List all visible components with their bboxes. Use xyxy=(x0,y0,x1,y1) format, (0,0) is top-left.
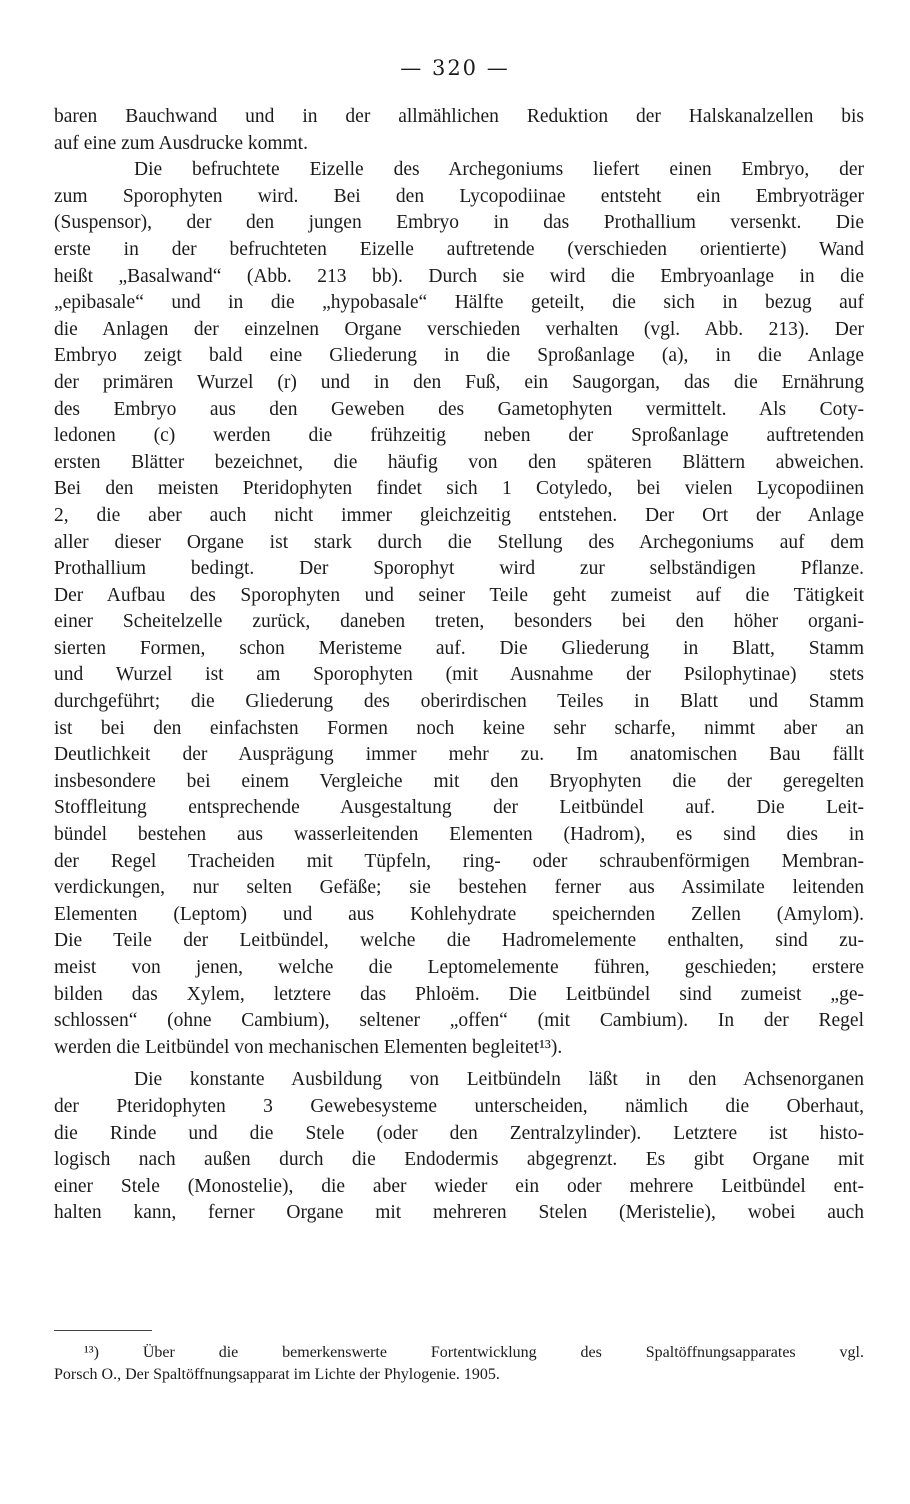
text-line: Prothallium bedingt. Der Sporophyt wird zur selbständigen Pflanze. xyxy=(54,558,864,580)
text-line: baren Bauchwand und in der allmählichen Reduktion der Halskanalzellen bis xyxy=(54,106,864,127)
text-line: halten kann, ferner Organe mit mehreren Stelen (Meristelie), wobei auch xyxy=(54,1202,864,1224)
text-line: Der Aufbau des Sporophyten und seiner Teile geht zumeist auf die Tätigkeit xyxy=(54,584,864,606)
text-line: einer Scheitelzelle zurück, daneben treten, besonders bei den höher organi- xyxy=(54,611,864,633)
text-line: und Wurzel ist am Sporophyten (mit Ausnahme der Psilophytinae) stets xyxy=(54,664,864,686)
footnote-line: Porsch O., Der Spaltöffnungsapparat im Lichte der Phylogenie. 1905. xyxy=(54,1366,500,1383)
text-line: bilden das Xylem, letztere das Phloëm. Die Leitbündel sind zumeist „ge- xyxy=(54,983,864,1005)
text-line: meist von jenen, welche die Leptomelemente führen, geschieden; erstere xyxy=(54,957,864,978)
text-line: verdickungen, nur selten Gefäße; sie bestehen ferner aus Assimilate leitenden xyxy=(54,877,864,899)
text-line: Deutlichkeit der Ausprägung immer mehr zu. Im anatomischen Bau fällt xyxy=(54,744,864,766)
text-line: Elementen (Leptom) und aus Kohlehydrate speichernden Zellen (Amylom). xyxy=(54,903,864,925)
text-line: durchgeführt; die Gliederung des oberirdischen Teiles in Blatt und Stamm xyxy=(54,691,864,713)
text-line: bündel bestehen aus wasserleitenden Elementen (Hadrom), es sind dies in xyxy=(54,824,864,846)
text-line: sierten Formen, schon Meristeme auf. Die Gliederung in Blatt, Stamm xyxy=(54,637,864,659)
text-line: heißt „Basalwand“ (Abb. 213 bb). Durch sie wird die Embryoanlage in die xyxy=(54,265,864,287)
text-line: der Pteridophyten 3 Gewebesysteme unterscheiden, nämlich die Oberhaut, xyxy=(54,1095,864,1117)
text-line: Bei den meisten Pteridophyten findet sich 1 Cotyledo, bei vielen Lycopodiinen xyxy=(54,478,864,500)
text-line: des Embryo aus den Geweben des Gametophyten vermittelt. Als Coty- xyxy=(54,398,864,420)
text-line: logisch nach außen durch die Endodermis abgegrenzt. Es gibt Organe mit xyxy=(54,1149,864,1171)
text-line: ledonen (c) werden die frühzeitig neben der Sproßanlage auftretenden xyxy=(54,425,864,447)
text-line: zum Sporophyten wird. Bei den Lycopodiinae entsteht ein Embryoträger xyxy=(54,185,864,207)
text-line: der Regel Tracheiden mit Tüpfeln, ring- oder schraubenförmigen Membran- xyxy=(54,850,864,872)
text-line: die Rinde und die Stele (oder den Zentralzylinder). Letztere ist histo- xyxy=(54,1122,864,1144)
text-line: Die konstante Ausbildung von Leitbündeln läßt in den Achsenorganen xyxy=(134,1069,864,1091)
text-line: der primären Wurzel (r) und in den Fuß, ein Saugorgan, das die Ernährung xyxy=(54,371,864,393)
text-line: Die Teile der Leitbündel, welche die Hadromelemente enthalten, sind zu- xyxy=(54,930,864,952)
footnote-line: ¹³) Über die bemerkenswerte Fortentwicklung des Spaltöffnungsapparates vgl. xyxy=(84,1344,864,1361)
text-line: ist bei den einfachsten Formen noch keine sehr scharfe, nimmt aber an xyxy=(54,717,864,739)
footnote xyxy=(54,1342,864,1386)
text-line: auf eine zum Ausdrucke kommt. xyxy=(54,132,308,154)
text-line: (Suspensor), der den jungen Embryo in das Prothallium versenkt. Die xyxy=(54,212,864,234)
text-line: Embryo zeigt bald eine Gliederung in die Sproßanlage (a), in die Anlage xyxy=(54,345,864,367)
text-line: aller dieser Organe ist stark durch die Stellung des Archegoniums auf dem xyxy=(54,531,864,553)
footnote-divider xyxy=(54,1330,152,1331)
text-line: Stoffleitung entsprechende Ausgestaltung der Leitbündel auf. Die Leit- xyxy=(54,797,864,819)
body-text xyxy=(54,104,864,1227)
text-line: „epibasale“ und in die „hypobasale“ Hälfte geteilt, die sich in bezug auf xyxy=(54,292,864,314)
text-line: schlossen“ (ohne Cambium), seltener „offen“ (mit Cambium). In der Regel xyxy=(54,1010,864,1032)
text-line: einer Stele (Monostelie), die aber wieder ein oder mehrere Leitbündel ent- xyxy=(54,1175,864,1197)
text-line: ersten Blätter bezeichnet, die häufig von den späteren Blättern abweichen. xyxy=(54,451,864,473)
text-line: 2, die aber auch nicht immer gleichzeitig entstehen. Der Ort der Anlage xyxy=(54,504,864,526)
text-line: die Anlagen der einzelnen Organe verschieden verhalten (vgl. Abb. 213). Der xyxy=(54,318,864,340)
text-line: werden die Leitbündel von mechanischen Elementen begleitet¹³). xyxy=(54,1036,563,1058)
text-line: Die befruchtete Eizelle des Archegoniums liefert einen Embryo, der xyxy=(134,159,864,181)
text-line: insbesondere bei einem Vergleiche mit den Bryophyten die der geregelten xyxy=(54,770,864,792)
page-number: — 320 — xyxy=(400,56,510,80)
text-line: erste in der befruchteten Eizelle auftretende (verschieden orientierte) Wand xyxy=(54,238,864,260)
